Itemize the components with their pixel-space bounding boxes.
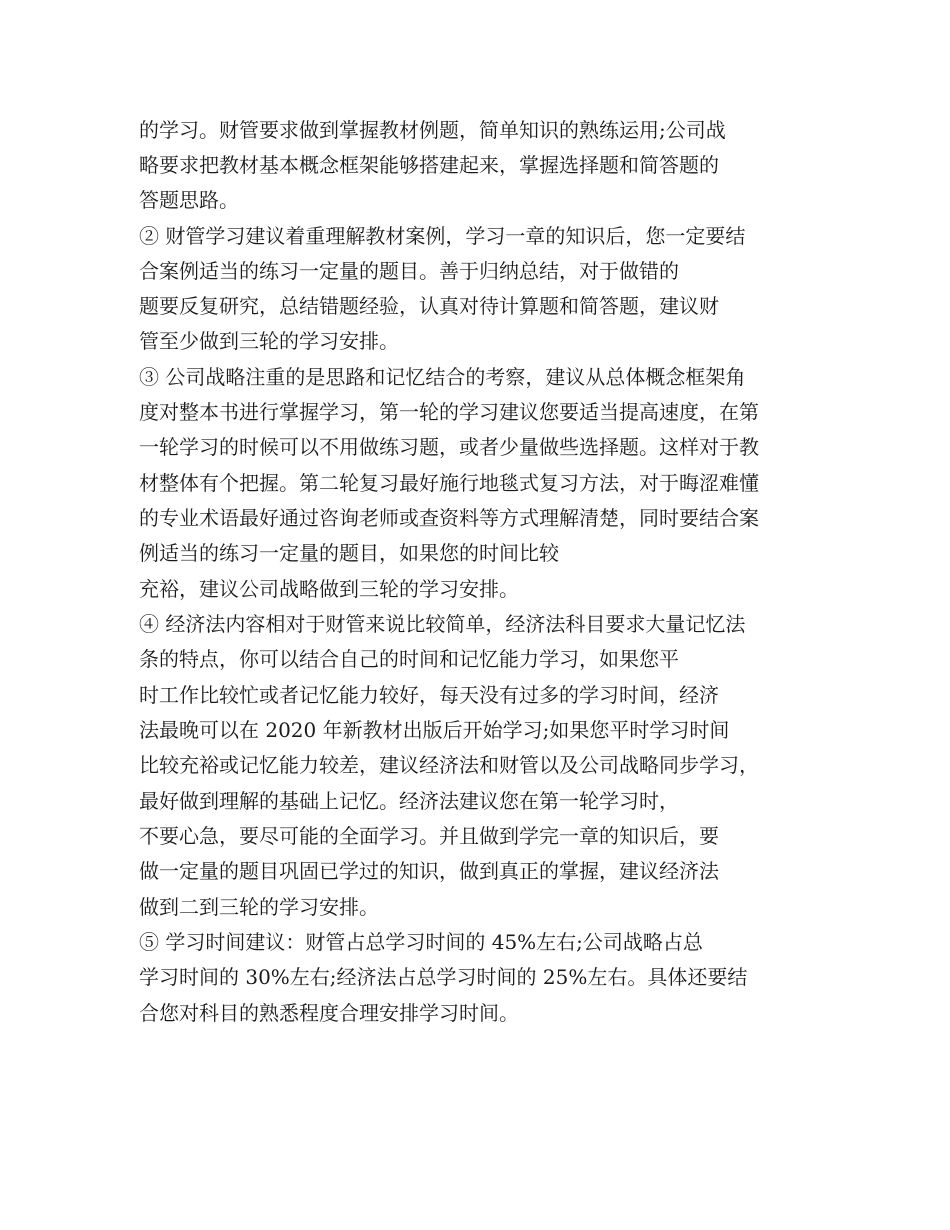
text-line: ⑤ 学习时间建议：财管占总学习时间的 45%左右;公司战略占总 <box>139 930 703 954</box>
text-line: ③ 公司战略注重的是思路和记忆结合的考察，建议从总体概念框架角 <box>139 365 746 389</box>
text-line: 度对整本书进行掌握学习，第一轮的学习建议您要适当提高速度，在第 <box>139 400 759 424</box>
text-line: ④ 经济法内容相对于财管来说比较简单，经济法科目要求大量记忆法 <box>139 612 746 636</box>
text-line: 合您对科目的熟悉程度合理安排学习时间。 <box>139 1001 519 1025</box>
text-line: 做一定量的题目巩固已学过的知识，做到真正的掌握，建议经济法 <box>139 859 719 883</box>
text-line: 材整体有个把握。第二轮复习最好施行地毯式复习方法，对于晦涩难懂 <box>139 471 759 495</box>
text-line: 略要求把教材基本概念框架能够搭建起来，掌握选择题和简答题的 <box>139 153 719 177</box>
text-line: 题要反复研究，总结错题经验，认真对待计算题和简答题，建议财 <box>139 294 719 318</box>
text-line: 比较充裕或记忆能力较差，建议经济法和财管以及公司战略同步学习， <box>139 753 759 777</box>
text-line: 法最晚可以在 2020 年新教材出版后开始学习;如果您平时学习时间 <box>139 718 730 742</box>
text-line: 例适当的练习一定量的题目，如果您的时间比较 <box>139 541 559 565</box>
text-line: 的学习。财管要求做到掌握教材例题，简单知识的熟练运用;公司战 <box>139 118 726 142</box>
text-line: ② 财管学习建议着重理解教材案例，学习一章的知识后，您一定要结 <box>139 224 746 248</box>
text-line: 一轮学习的时候可以不用做练习题，或者少量做些选择题。这样对于教 <box>139 435 759 459</box>
text-line: 充裕，建议公司战略做到三轮的学习安排。 <box>139 577 519 601</box>
text-line: 学习时间的 30%左右;经济法占总学习时间的 25%左右。具体还要结 <box>139 965 748 989</box>
text-line: 做到二到三轮的学习安排。 <box>139 895 379 919</box>
text-line: 答题思路。 <box>139 188 239 212</box>
text-line: 合案例适当的练习一定量的题目。善于归纳总结，对于做错的 <box>139 259 679 283</box>
text-line: 不要心急，要尽可能的全面学习。并且做到学完一章的知识后，要 <box>139 824 719 848</box>
text-line: 最好做到理解的基础上记忆。经济法建议您在第一轮学习时， <box>139 789 679 813</box>
text-line: 时工作比较忙或者记忆能力较好，每天没有过多的学习时间，经济 <box>139 683 719 707</box>
text-line: 管至少做到三轮的学习安排。 <box>139 329 399 353</box>
text-line: 的专业术语最好通过咨询老师或查资料等方式理解清楚，同时要结合案 <box>139 506 759 530</box>
text-line: 条的特点，你可以结合自己的时间和记忆能力学习，如果您平 <box>139 647 679 671</box>
